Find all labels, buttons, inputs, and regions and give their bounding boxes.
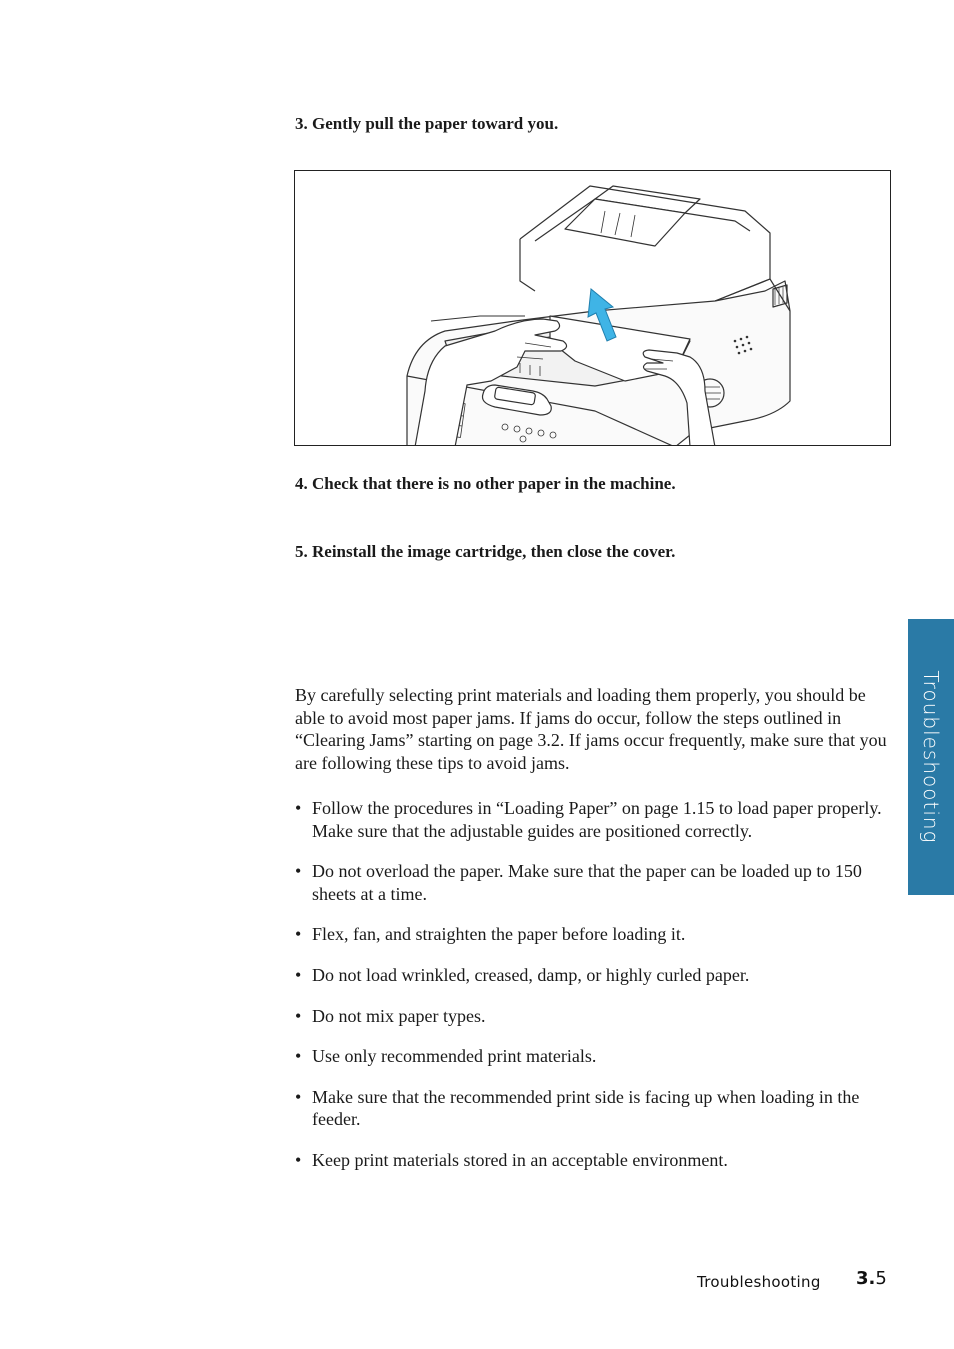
- bullet-icon: •: [295, 861, 302, 882]
- bullet-icon: •: [295, 1046, 302, 1067]
- footer-page-index: 5: [875, 1268, 887, 1289]
- list-item: • Flex, fan, and straighten the paper before loading it.: [295, 924, 686, 945]
- bullet-icon: •: [295, 1005, 302, 1026]
- list-item: • Use only recommended print materials.: [295, 1046, 597, 1067]
- list-item: • Follow the procedures in “Loading Paper” on page 1.15 to load paper properly. Make sure that the adjustable guides are positioned correctly.: [295, 798, 882, 841]
- list-item: • Do not mix paper types.: [295, 1005, 486, 1026]
- list-item: • Keep print materials stored in an acceptable environment.: [295, 1149, 728, 1170]
- side-tab-label: Troubleshooting: [919, 670, 943, 844]
- tips-list: [295, 797, 895, 1172]
- list-item: • Do not overload the paper. Make sure that the paper can be loaded up to 150 sheets at a time.: [295, 861, 862, 904]
- list-item: • Make sure that the recommended print side is facing up when loading in the feeder.: [295, 1086, 860, 1130]
- step-3: 3. Gently pull the paper toward you.: [295, 114, 559, 133]
- step-5: 5. Reinstall the image cartridge, then close the cover.: [295, 542, 676, 561]
- chapter-side-tab: [908, 619, 954, 895]
- bullet-icon: •: [295, 1086, 302, 1107]
- footer-page-number: [856, 1268, 887, 1289]
- printer-illustration-icon: [295, 171, 891, 446]
- intro-paragraph: By carefully selecting print materials and loading them properly, you should be able to avoid most paper jams. If jams do occur, follow the steps outlined in “Clearing Jams” starting on page 3.2. If jams occur frequently, make sure that you are following these tips to avoid jams.: [295, 685, 887, 773]
- list-item: • Do not load wrinkled, creased, damp, or highly curled paper.: [295, 964, 750, 985]
- step-4: 4. Check that there is no other paper in the machine.: [295, 474, 676, 493]
- paper-jam-illustration: [294, 170, 891, 446]
- bullet-icon: •: [295, 798, 302, 818]
- bullet-icon: •: [295, 964, 302, 985]
- bullet-icon: •: [295, 1149, 302, 1170]
- footer-section-title: Troubleshooting: [697, 1273, 821, 1291]
- footer-chapter-number: 3.: [856, 1268, 876, 1289]
- bullet-icon: •: [295, 924, 302, 945]
